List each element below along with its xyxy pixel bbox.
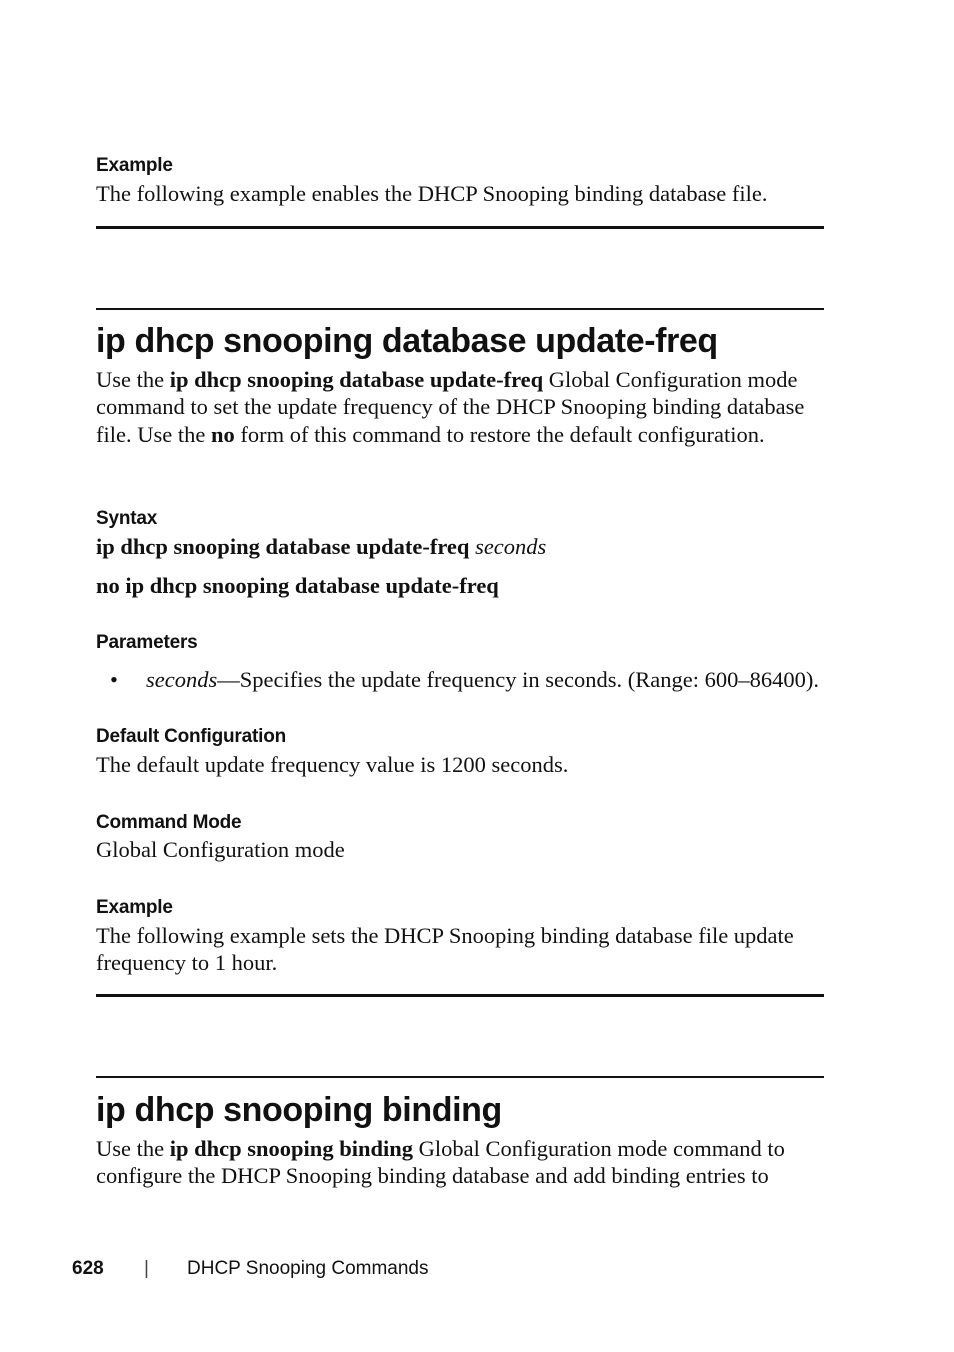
parameters-heading: Parameters bbox=[96, 632, 198, 653]
section-intro bbox=[96, 1135, 831, 1190]
intro-text: form of this command to restore the default configuration. bbox=[234, 421, 765, 447]
command-mode-text: Global Configuration mode bbox=[96, 837, 345, 862]
example-heading: Example bbox=[96, 155, 173, 176]
default-config-heading: Default Configuration bbox=[96, 726, 287, 747]
parameter-item bbox=[146, 666, 819, 693]
syntax-line bbox=[96, 533, 546, 560]
section-top-rule bbox=[96, 308, 824, 310]
command-mode-heading: Command Mode bbox=[96, 812, 242, 833]
example-heading: Example bbox=[96, 897, 173, 918]
no-keyword: no bbox=[210, 421, 235, 447]
section-title: ip dhcp snooping database update-freq bbox=[96, 322, 718, 360]
example-text: The following example sets the DHCP Snooping binding database file update frequency to 1 hour. bbox=[96, 923, 794, 976]
intro-text: Use the bbox=[96, 367, 170, 392]
syntax-argument: seconds bbox=[475, 534, 547, 559]
intro-text: Global Configuration mode command to configure the DHCP Snooping binding database and add binding entries to bbox=[96, 1136, 785, 1189]
parameter-description: —Specifies the update frequency in seconds. (Range: 600–86400). bbox=[217, 667, 819, 692]
syntax-heading: Syntax bbox=[96, 508, 158, 529]
parameter-name: seconds bbox=[146, 667, 218, 692]
section-divider bbox=[96, 994, 824, 997]
command-name: ip dhcp snooping database update-freq bbox=[169, 367, 544, 392]
footer-separator: | bbox=[144, 1258, 149, 1279]
command-name: ip dhcp snooping binding bbox=[169, 1136, 414, 1161]
section-top-rule bbox=[96, 1076, 824, 1078]
section-divider bbox=[96, 226, 824, 229]
bullet: • bbox=[110, 667, 118, 692]
default-config-text: The default update frequency value is 1200 seconds. bbox=[96, 752, 569, 777]
syntax-command: ip dhcp snooping database update-freq bbox=[96, 534, 470, 559]
example-text: The following example enables the DHCP Snooping binding database file. bbox=[96, 181, 768, 206]
syntax-no-command: no ip dhcp snooping database update-freq bbox=[96, 573, 499, 598]
syntax-no-line bbox=[96, 572, 499, 599]
page-number: 628 bbox=[72, 1258, 104, 1279]
intro-text: Global Configuration mode command to set the update frequency of the DHCP Snooping binding database file. Use the bbox=[96, 367, 805, 447]
section-title: ip dhcp snooping binding bbox=[96, 1091, 502, 1129]
section-intro bbox=[96, 366, 826, 448]
chapter-title: DHCP Snooping Commands bbox=[187, 1258, 429, 1279]
intro-text: Use the bbox=[96, 1136, 170, 1161]
